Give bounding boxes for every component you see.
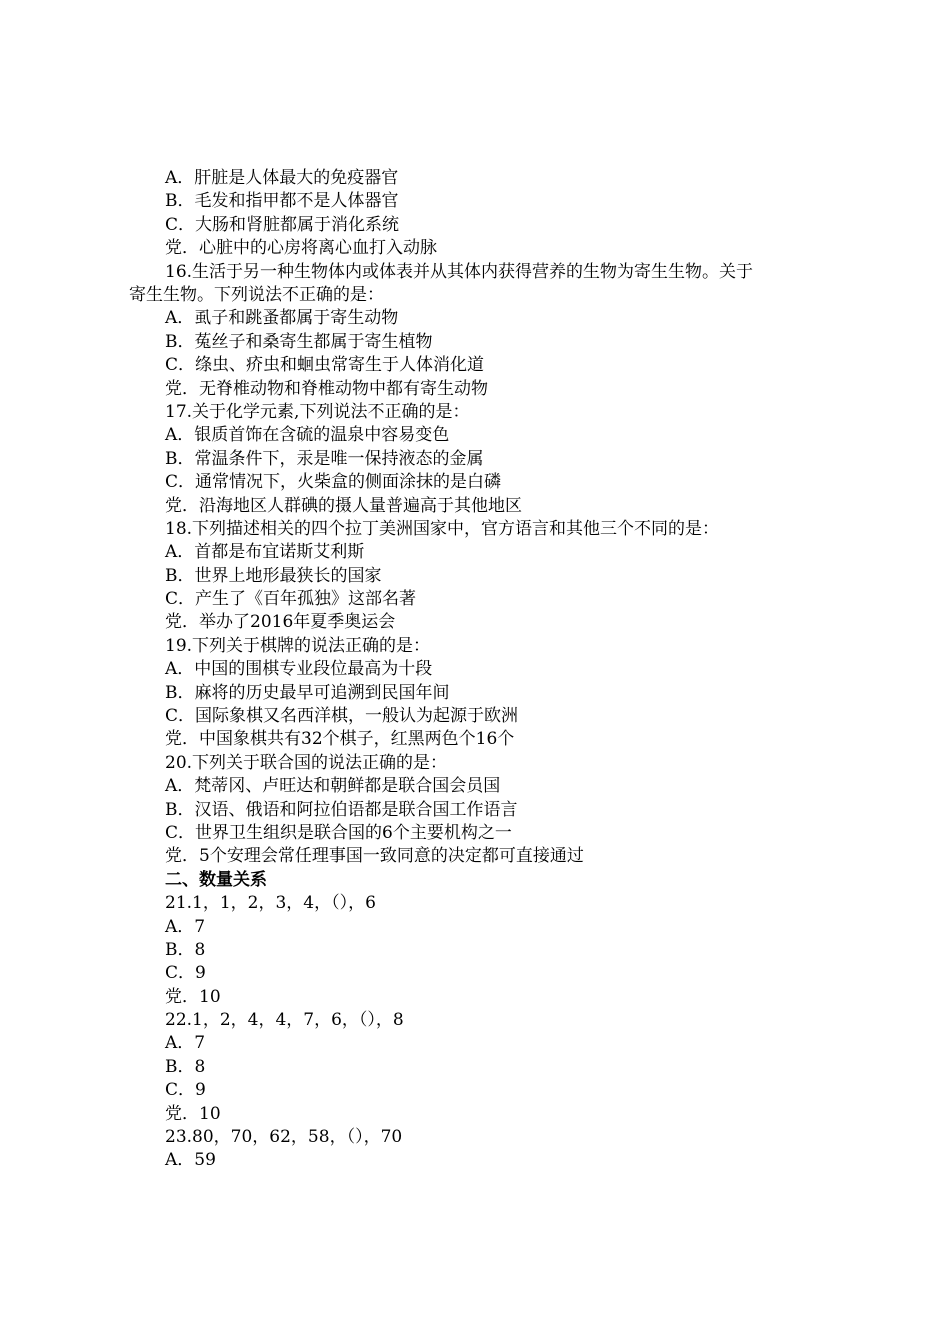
question-16 xyxy=(0,261,950,308)
option-line: C．绦虫、疥虫和蛔虫常寄生于人体消化道 xyxy=(165,355,485,376)
option-line: C．大肠和肾脏都属于消化系统 xyxy=(165,214,400,235)
option-line: 党．10 xyxy=(165,1103,221,1124)
option-line: 党．无脊椎动物和脊椎动物中都有寄生动物 xyxy=(165,378,488,399)
question-19: 19.下列关于棋牌的说法正确的是： xyxy=(165,635,431,656)
option-line: B．常温条件下，汞是唯一保持液态的金属 xyxy=(165,448,484,469)
option-line: C．通常情况下，火柴盒的侧面涂抹的是白磷 xyxy=(165,472,502,493)
question-23: 23.80，70，62，58，（），70 xyxy=(165,1127,403,1148)
option-line: C．9 xyxy=(165,963,206,984)
option-line: A．59 xyxy=(165,1150,216,1171)
option-line: B．8 xyxy=(165,1056,206,1077)
option-line: A．中国的围棋专业段位最高为十段 xyxy=(165,659,433,680)
option-line: C．国际象棋又名西洋棋，一般认为起源于欧洲 xyxy=(165,706,519,727)
option-line: A．7 xyxy=(165,916,206,937)
question-22: 22.1，2，4，4，7，6，（），8 xyxy=(165,1010,404,1031)
option-line: A．梵蒂冈、卢旺达和朝鲜都是联合国会员国 xyxy=(165,776,501,797)
option-line: A．首都是布宜诺斯艾利斯 xyxy=(165,542,365,563)
option-line: C．世界卫生组织是联合国的6个主要机构之一 xyxy=(165,822,512,843)
option-line: B．世界上地形最狭长的国家 xyxy=(165,565,382,586)
option-line: 党．5个安理会常任理事国一致同意的决定都可直接通过 xyxy=(165,846,584,867)
option-line: B．麻将的历史最早可追溯到民国年间 xyxy=(165,682,450,703)
option-line: C．产生了《百年孤独》这部名著 xyxy=(165,589,417,610)
question-16-line-1: 16.生活于另一种生物体内或体表并从其体内获得营养的生物为寄生生物。关于 xyxy=(165,261,754,282)
option-line: A．7 xyxy=(165,1033,206,1054)
document-body xyxy=(0,167,950,1173)
option-line: A．银质首饰在含硫的温泉中容易变色 xyxy=(165,425,450,446)
option-line: 党．中国象棋共有32个棋子，红黑两色个16个 xyxy=(165,729,515,750)
option-line: 党．10 xyxy=(165,986,221,1007)
option-line: 党．沿海地区人群碘的摄人量普遍高于其他地区 xyxy=(165,495,522,516)
option-line: A．虱子和跳蚤都属于寄生动物 xyxy=(165,308,399,329)
option-line: B．毛发和指甲都不是人体器官 xyxy=(165,191,399,212)
question-21: 21.1，1，2，3，4，（），6 xyxy=(165,893,376,914)
question-20: 20.下列关于联合国的说法正确的是： xyxy=(165,752,448,773)
option-line: B．菟丝子和桑寄生都属于寄生植物 xyxy=(165,331,433,352)
option-line: C．9 xyxy=(165,1080,206,1101)
option-line: 党．心脏中的心房将离心血打入动脉 xyxy=(165,238,437,259)
section-heading: 二、数量关系 xyxy=(165,869,267,890)
question-17: 17.关于化学元素,下列说法不正确的是： xyxy=(165,401,470,422)
question-18: 18.下列描述相关的四个拉丁美洲国家中，官方语言和其他三个不同的是： xyxy=(165,518,720,539)
question-16-line-2: 寄生生物。下列说法不正确的是： xyxy=(129,284,384,305)
option-line: B．8 xyxy=(165,939,206,960)
option-line: A．肝脏是人体最大的免疫器官 xyxy=(165,168,399,188)
option-line: B．汉语、俄语和阿拉伯语都是联合国工作语言 xyxy=(165,799,518,820)
option-line: 党．举办了2016年夏季奥运会 xyxy=(165,612,396,633)
